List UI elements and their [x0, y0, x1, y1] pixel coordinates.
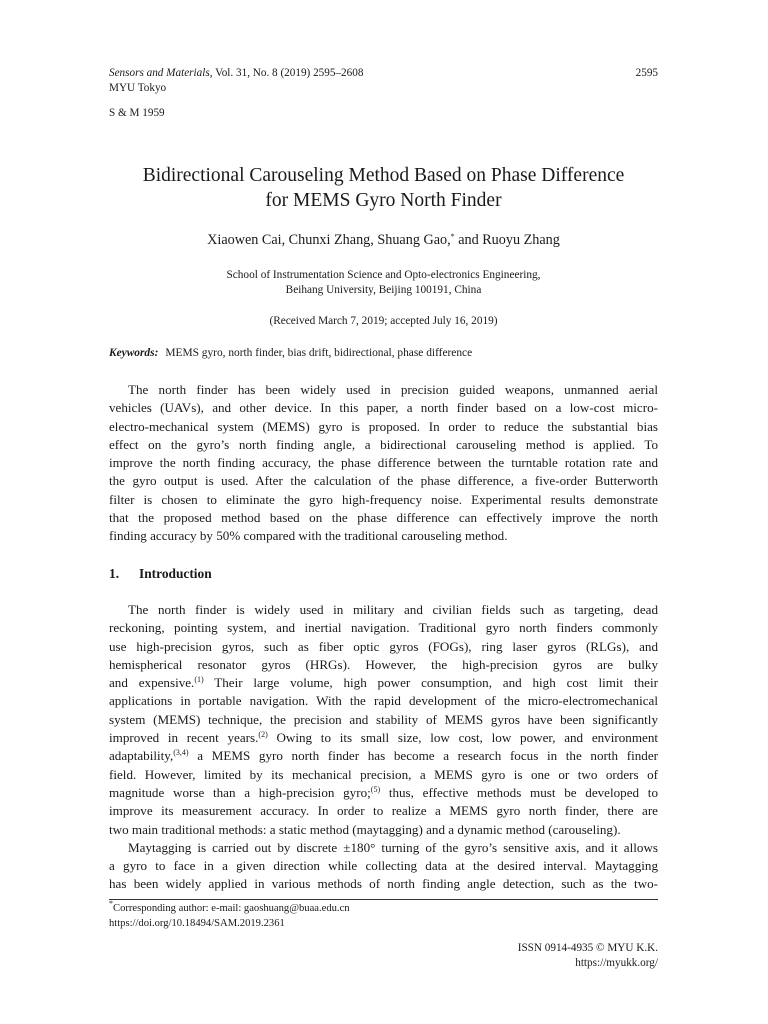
intro-text: magnitude worse than a high-precision gyro;: [109, 784, 371, 800]
abstract: [109, 381, 658, 546]
abstract-line: filter is chosen to eliminate the gyro high-frequency noise. Experimental results demonstrate: [109, 491, 658, 507]
abstract-line: effect on the gyro’s north finding angle, a bidirectional carouseling method is applied. To: [109, 436, 658, 452]
author-list: [109, 231, 658, 249]
abstract-line: that the proposed method based on the phase difference can effectively improve the north: [109, 510, 658, 526]
intro-line: use high-precision gyros, such as fiber optic gyros (FOGs), ring laser gyros (RLGs), and: [109, 638, 658, 654]
citation-details: , Vol. 31, No. 8 (2019) 2595–2608: [209, 67, 364, 79]
corresponding-author-note: [109, 901, 350, 916]
footnote-divider: [109, 899, 658, 900]
doi-link[interactable]: https://doi.org/10.18494/SAM.2019.2361: [109, 918, 285, 929]
section-number: 1.: [109, 566, 120, 581]
intro-line: applications in portable navigation. With the rapid development of the micro-electromechanical: [109, 693, 658, 709]
issn: ISSN 0914-4935 © MYU K.K.: [517, 942, 658, 954]
intro-line: system (MEMS) technique, the precision and stability of MEMS gyros have been significantly: [109, 711, 658, 727]
intro-text: and expensive.: [109, 675, 195, 691]
keywords-text: MEMS gyro, north finder, bias drift, bidirectional, phase difference: [165, 347, 473, 359]
abstract-line: finding accuracy by 50% compared with the traditional carouseling method.: [109, 528, 508, 544]
paper-title: [109, 163, 658, 213]
footnote-mark: *: [109, 899, 113, 908]
section-title: Introduction: [139, 566, 212, 581]
authors-text: and Ruoyu Zhang: [454, 232, 560, 248]
title-line: for MEMS Gyro North Finder: [265, 190, 502, 211]
intro-line: [109, 729, 658, 747]
corresponding-author-mark: *: [450, 232, 455, 241]
intro-line: has been widely applied in various methods of north finding angle detection, such as the two-: [109, 876, 658, 892]
page-number: 2595: [635, 67, 658, 79]
intro-line: two main traditional methods: a static method (maytagging) and a dynamic method (carouseling).: [109, 821, 621, 837]
intro-line: [109, 784, 658, 802]
intro-text: a MEMS gyro north finder has become a research focus in the north finder: [188, 748, 658, 764]
journal-citation: [109, 66, 363, 81]
abstract-line: vehicles (UAVs), and other device. In this paper, a north finder based on a low-cost micro-: [109, 400, 658, 416]
intro-text: Their large volume, high power consumption, and high cost limit their: [203, 675, 658, 691]
authors-text: Xiaowen Cai, Chunxi Zhang, Shuang Gao,: [207, 232, 451, 248]
intro-line: a gyro to face in a given direction while collecting data at the desired interval. Maytagging: [109, 858, 658, 874]
abstract-line: The north finder has been widely used in precision guided weapons, unmanned aerial: [128, 382, 658, 397]
intro-line: field. However, limited by its mechanical precision, a MEMS gyro is one or two orders of: [109, 766, 658, 782]
running-header: [109, 66, 363, 96]
intro-line: improve its measurement accuracy. In order to realize a MEMS gyro north finder, there are: [109, 803, 658, 819]
intro-line: The north finder is widely used in military and civilian fields such as targeting, dead: [128, 602, 658, 617]
introduction-text: [109, 601, 658, 894]
keywords: [109, 346, 472, 361]
intro-line: [109, 747, 658, 765]
journal-name: Sensors and Materials: [109, 67, 210, 79]
publisher: MYU Tokyo: [109, 82, 167, 94]
affiliation-line: Beihang University, Beijing 100191, China: [285, 284, 482, 296]
intro-text: thus, effective methods must be developed to: [380, 784, 658, 800]
abstract-line: improve the north finding accuracy, the phase difference between the turntable rotation rate and: [109, 455, 658, 471]
affiliation: [109, 268, 658, 298]
intro-text: Owing to its small size, low cost, low power, and environment: [267, 730, 659, 746]
page-footer: [518, 941, 658, 971]
reference-mark: (5): [370, 784, 381, 794]
intro-text: adaptability,: [109, 748, 174, 764]
affiliation-line: School of Instrumentation Science and Opto-electronics Engineering,: [226, 269, 541, 281]
keywords-label: Keywords:: [109, 347, 159, 359]
section-heading: [109, 565, 212, 583]
title-line: Bidirectional Carouseling Method Based on Phase Difference: [142, 165, 625, 186]
abstract-line: the gyro output is used. After the calculation of the phase difference, a five-order Butterworth: [109, 473, 658, 489]
intro-line: reckoning, pointing system, and inertial navigation. Traditional gyro north finders commonly: [109, 620, 658, 636]
corresponding-author-email: Corresponding author: e-mail: gaoshuang@buaa.edu.cn: [113, 903, 350, 914]
received-dates: (Received March 7, 2019; accepted July 16, 2019): [269, 315, 498, 327]
reference-mark: (3,4): [173, 748, 189, 758]
article-id: S & M 1959: [109, 107, 165, 119]
intro-line: [109, 674, 658, 692]
publisher-url[interactable]: https://myukk.org/: [575, 957, 658, 969]
reference-mark: (2): [258, 730, 268, 740]
intro-line: hemispherical resonator gyros (HRGs). However, the high-precision gyros are bulky: [109, 656, 658, 672]
intro-text: improved in recent years.: [109, 730, 259, 746]
intro-line: Maytagging is carried out by discrete ±180° turning of the gyro’s sensitive axis, and it allows: [128, 839, 658, 855]
abstract-line: electro-mechanical system (MEMS) gyro is proposed. In order to reduce the substantial bias: [109, 418, 658, 434]
reference-mark: (1): [194, 675, 204, 685]
footnotes: [109, 901, 350, 931]
